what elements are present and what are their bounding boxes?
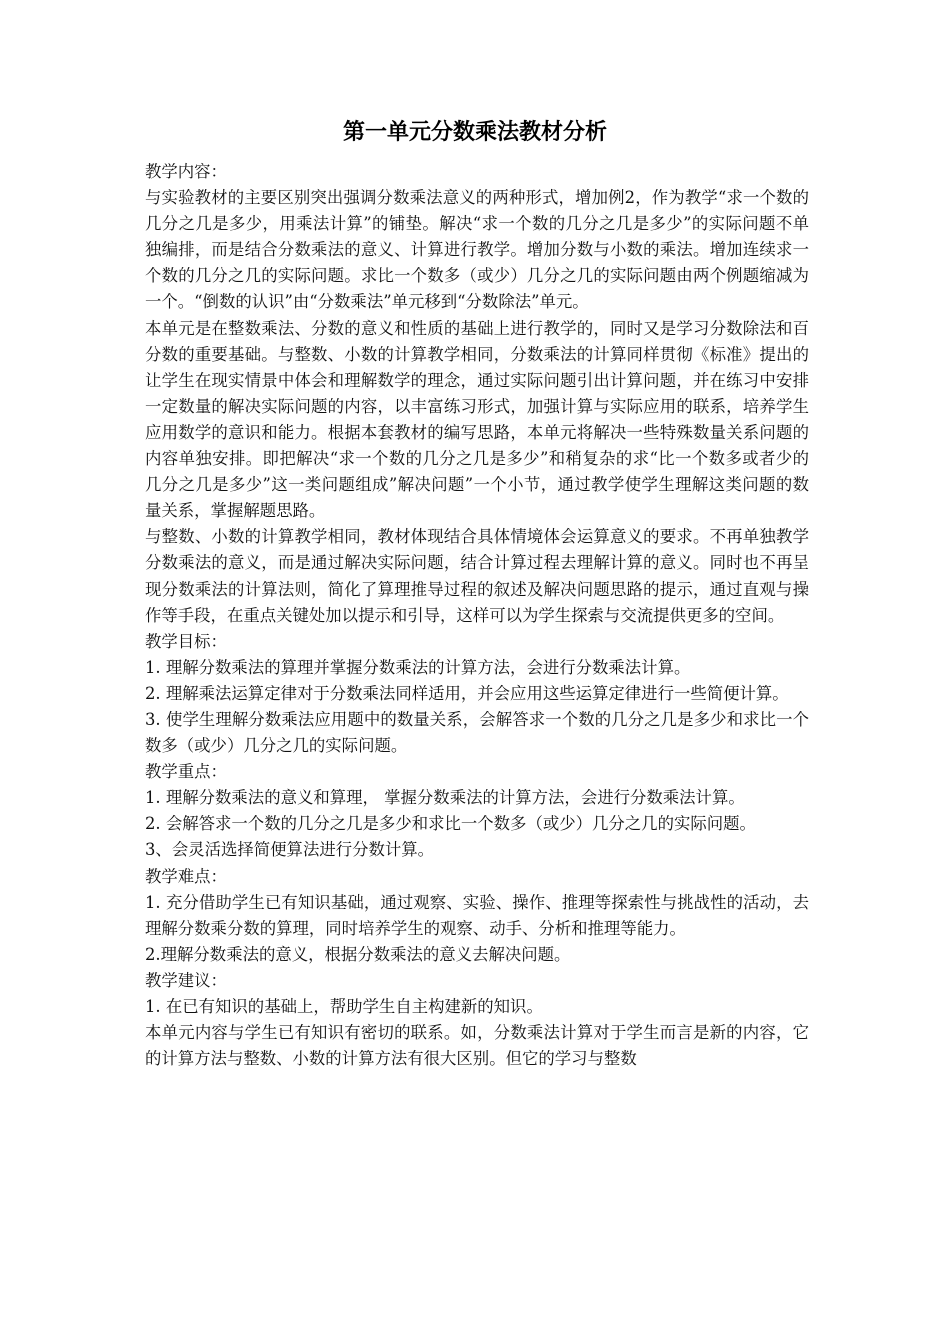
list-item: 2. 理解乘法运算定律对于分数乘法同样适用，并会应用这些运算定律进行一些简便计算。 [145, 683, 789, 703]
document-body [145, 159, 809, 1072]
section-heading-key-points: 教学重点： [145, 762, 227, 782]
list-item: 2.理解分数乘法的意义，根据分数乘法的意义去解决问题。 [145, 944, 571, 964]
section-heading-content: 教学内容： [145, 162, 227, 181]
list-item: 1. 理解分数乘法的意义和算理， 掌握分数乘法的计算方法，会进行分数乘法计算。 [145, 788, 745, 808]
document-title: 第一单元分数乘法教材分析 [342, 120, 607, 145]
list-item: 1. 在已有知识的基础上，帮助学生自主构建新的知识。 [145, 997, 543, 1016]
section-heading-suggestions: 教学建议： [145, 970, 227, 990]
list-item: 1. 理解分数乘法的算理并掌握分数乘法的计算方法，会进行分数乘法计算。 [145, 657, 691, 677]
list-item: 3. 使学生理解分数乘法应用题中的数量关系，会解答求一个数的几分之几是多少和求比一个数多（或少）几分之几的实际问题。 [145, 709, 809, 756]
list-item: 3、会灵活选择简便算法进行分数计算。 [145, 840, 435, 860]
list-item: 1. 充分借助学生已有知识基础，通过观察、实验、操作、推理等探索性与挑战性的活动，去理解分数乘分数的算理，同时培养学生的观察、动手、分析和推理等能力。 [145, 892, 809, 938]
paragraph: 与整数、小数的计算教学相同，教材体现结合具体情境体会运算意义的要求。不再单独教学分数乘法的意义，而是通过解决实际问题，结合计算过程去理解计算的意义。同时也不再呈现分数乘法的计算法则，简化了算理推导过程的叙述及解决问题思路的提示，通过直观与操作等手段，在重点关键处加以提示和引导，这样可以为学生探索与交流提供更多的空间。 [145, 527, 809, 625]
paragraph: 本单元是在整数乘法、分数的意义和性质的基础上进行教学的，同时又是学习分数除法和百分数的重要基础。与整数、小数的计算教学相同，分数乘法的计算同样贯彻《标准》提出的让学生在现实情景中体会和理解数学的理念，通过实际问题引出计算问题，并在练习中安排一定数量的解决实际问题的内容，以丰富练习形式，加强计算与实际应用的联系，培养学生应用数学的意识和能力。根据本套教材的编写思路，本单元将解决一些特殊数量关系问题的内容单独安排。即把解决“求一个数的几分之几是多少”和稍复杂的求“比一个数多或者少的几分之几是多少”这一类问题组成”解决问题”一个小节，通过教学使学生理解这类问题的数量关系，掌握解题思路。 [145, 318, 809, 521]
section-heading-difficulties: 教学难点： [145, 866, 227, 886]
section-heading-goals: 教学目标： [145, 631, 227, 651]
list-item: 2. 会解答求一个数的几分之几是多少和求比一个数多（或少）几分之几的实际问题。 [145, 814, 756, 834]
paragraph: 与实验教材的主要区别突出强调分数乘法意义的两种形式，增加例2，作为教学“求一个数的几分之几是多少，用乘法计算”的铺垫。解决“求一个数的几分之几是多少”的实际问题不单独编排，而是结合分数乘法的意义、计算进行教学。增加分数与小数的乘法。增加连续求一个数的几分之几的实际问题。求比一个数多（或少）几分之几的实际问题由两个例题缩减为一个。“倒数的认识”由“分数乘法”单元移到“分数除法”单元。 [145, 188, 809, 312]
paragraph: 本单元内容与学生已有知识有密切的联系。如，分数乘法计算对于学生而言是新的内容，它的计算方法与整数、小数的计算方法有很大区别。但它的学习与整数 [145, 1023, 809, 1069]
